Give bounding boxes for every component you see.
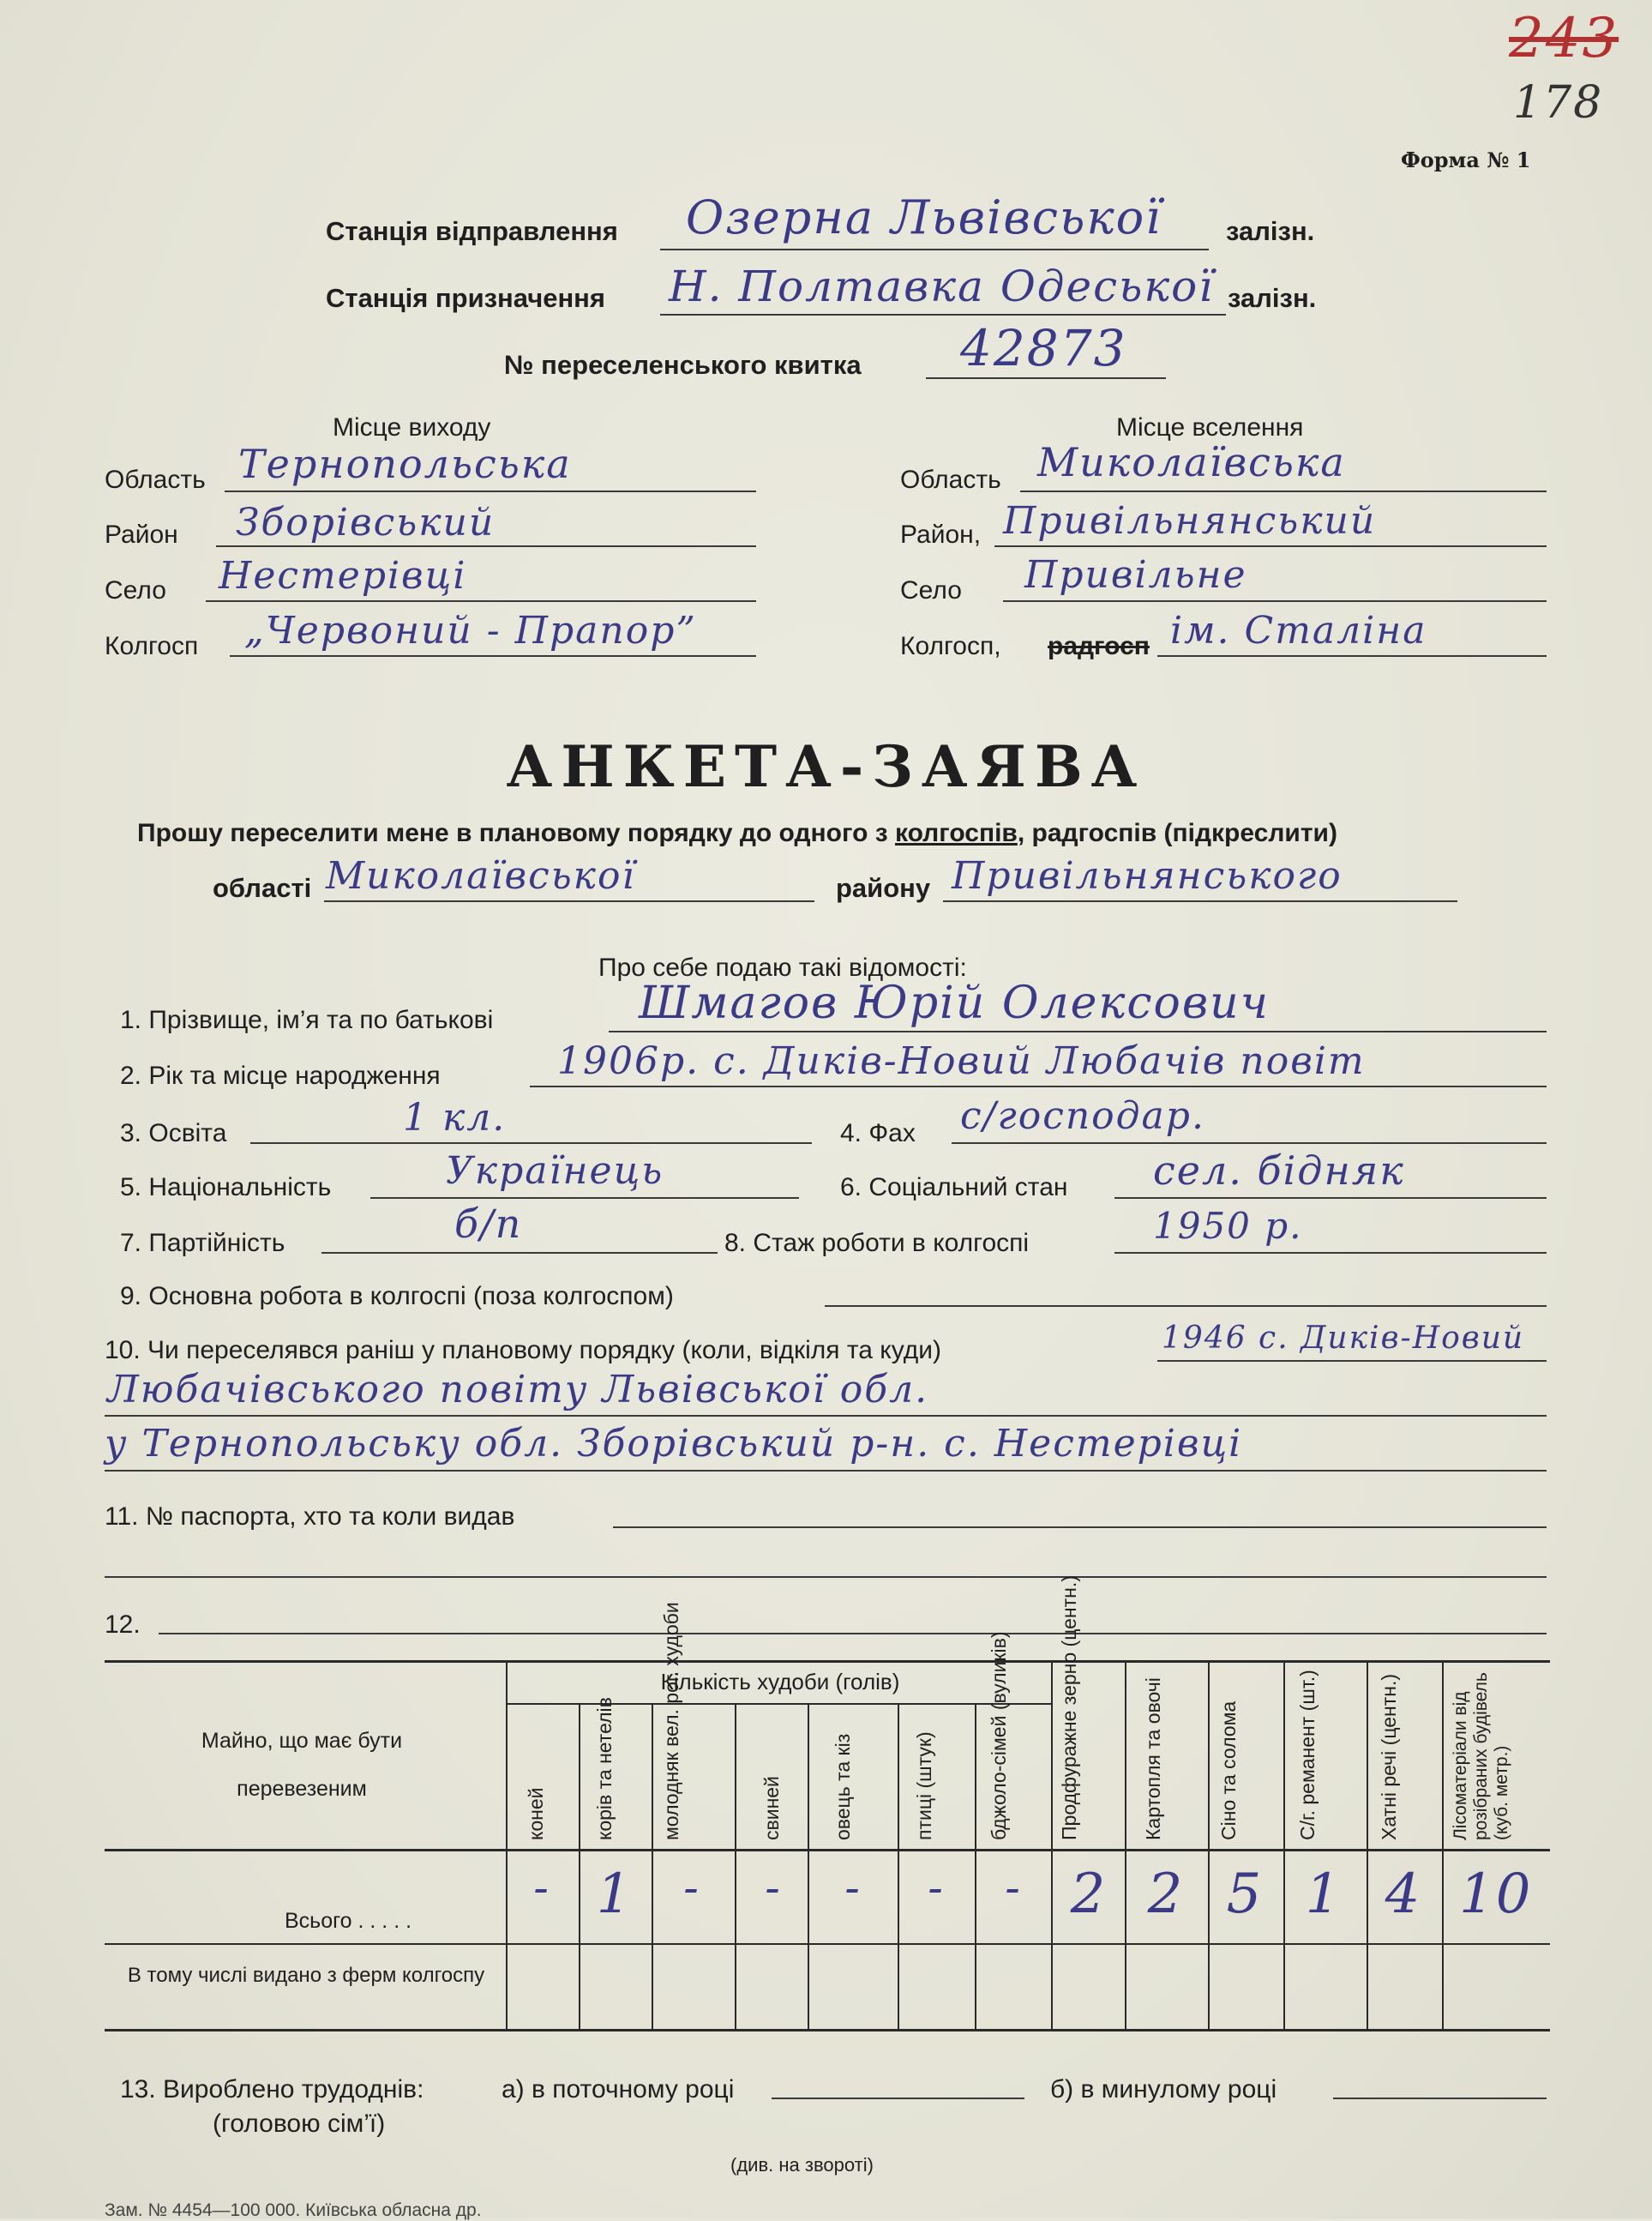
col-poultry: птиці (штук)	[913, 1731, 935, 1840]
settlement-raion-label: Район,	[900, 521, 982, 549]
destination-station-value: Н. Полтавка Одеської	[669, 262, 1215, 311]
field-9-line	[825, 1305, 1547, 1307]
origin-title: Місце виходу	[333, 413, 491, 442]
col-sep	[1125, 1660, 1126, 2029]
request-oblast-value: Миколаївської	[326, 854, 636, 898]
field-10-line-c	[105, 1470, 1547, 1472]
field-12-line	[159, 1633, 1547, 1634]
field-10-line-a	[1157, 1360, 1547, 1362]
col-bees: бджоло-сімей (вуликів)	[988, 1631, 1010, 1840]
request-raion-value: Привільнянського	[952, 854, 1343, 898]
origin-oblast-line	[225, 491, 756, 492]
ticket-number-label: № переселенського квитка	[504, 350, 862, 380]
origin-raion-label: Район	[105, 521, 178, 549]
total-potatoes: 2	[1147, 1863, 1185, 1926]
total-cows: 1	[596, 1863, 634, 1926]
total-label	[285, 1909, 411, 1934]
request-oblast-label: області	[213, 873, 312, 903]
field-7-value: б/п	[454, 1201, 523, 1247]
col-sep	[735, 1703, 736, 2029]
origin-kolhosp-line	[230, 655, 756, 657]
col-sep	[506, 1660, 508, 2029]
col-household: Хатні речі (центн.)	[1378, 1673, 1400, 1840]
col-tools: С/г. реманент (шт.)	[1296, 1670, 1319, 1840]
cattle-header-border	[508, 1703, 1053, 1705]
col-grain: Продфуражне зерно (центн.)	[1058, 1575, 1080, 1840]
total-label-text: Всього	[285, 1909, 352, 1933]
total-label-dots: . . . . .	[351, 1909, 412, 1933]
total-grain: 2	[1070, 1863, 1108, 1926]
field-3-value: 1 кл.	[403, 1096, 507, 1140]
settlement-selo-value: Привільне	[1024, 553, 1247, 597]
field-10-label: 10. Чи переселявся раніш у плановому порядку (коли, відкіля та куди)	[105, 1336, 942, 1364]
settlement-kolhosp-value: ім. Сталіна	[1170, 609, 1427, 653]
field-1-line	[609, 1031, 1547, 1032]
origin-kolhosp-label: Колгосп	[105, 632, 199, 660]
col-horses: коней	[525, 1787, 547, 1840]
field-13-a-line	[772, 2098, 1024, 2099]
col-sep	[652, 1703, 653, 2029]
field-2-label: 2. Рік та місце народження	[120, 1062, 441, 1090]
table-bottom-border	[105, 2029, 1550, 2031]
form-title: АНКЕТА-ЗАЯВА	[506, 733, 1146, 800]
request-underlined: колгоспів	[894, 819, 1018, 847]
field-10-value-1: 1946 с. Диків-Новий	[1162, 1321, 1525, 1356]
col-cows: корів та нетелів	[593, 1697, 616, 1840]
departure-station-label: Станція відправлення	[326, 216, 618, 246]
field-5-line	[370, 1197, 799, 1199]
total-tools: 1	[1305, 1863, 1343, 1926]
origin-oblast-value: Тернопольська	[238, 441, 572, 487]
field-8-line	[1114, 1252, 1547, 1254]
field-9-label: 9. Основна робота в колгоспі (поза колгоспом)	[120, 1282, 674, 1310]
total-pigs: -	[765, 1863, 782, 1914]
destination-station-suffix: залізн.	[1228, 283, 1317, 313]
field-11-line-a	[613, 1526, 1547, 1528]
field-6-value: сел. бідняк	[1153, 1147, 1405, 1194]
total-timber: 10	[1459, 1863, 1533, 1926]
col-sep	[1442, 1660, 1444, 2029]
total-sheep: -	[844, 1863, 862, 1914]
settlement-selo-label: Село	[900, 576, 962, 605]
request-text-a: Прошу переселити мене в плановому порядку до одного з	[137, 819, 895, 847]
col-sep	[1051, 1660, 1053, 2029]
table-top-border	[105, 1660, 1550, 1663]
field-6-label: 6. Соціальний стан	[840, 1173, 1068, 1201]
origin-raion-value: Зборівський	[236, 501, 496, 545]
field-5-label: 5. Національність	[120, 1173, 332, 1201]
destination-station-line	[660, 314, 1226, 316]
field-10-value-2: Любачівського повіту Львівської обл.	[107, 1368, 929, 1411]
cattle-header: Кількість худоби (голів)	[660, 1669, 900, 1694]
settlement-oblast-value: Миколаївська	[1037, 439, 1346, 485]
request-raion-label: району	[836, 873, 931, 903]
field-13-b-label: б) в минулому році	[1050, 2075, 1277, 2104]
request-text-b: , радгоспів (підкреслити)	[1017, 819, 1337, 847]
departure-station-line	[660, 249, 1209, 250]
origin-selo-label: Село	[105, 576, 166, 605]
settlement-kolhosp-label: Колгосп,	[900, 632, 1001, 660]
field-13-b-line	[1333, 2098, 1547, 2099]
property-header: Майно, що має бути перевезеним	[201, 1729, 403, 1801]
field-12-label: 12.	[105, 1610, 141, 1639]
col-sep	[808, 1703, 809, 2029]
origin-selo-value: Нестерівці	[219, 554, 467, 598]
settlement-raion-line	[994, 545, 1547, 547]
settlement-selo-line	[1003, 600, 1547, 602]
request-oblast-line	[324, 900, 814, 902]
col-sheep: овець та кіз	[832, 1733, 854, 1840]
field-5-value: Українець	[446, 1149, 664, 1193]
property-table	[105, 1575, 1550, 2032]
field-4-line	[952, 1142, 1547, 1144]
field-1-value: Шмагов Юрій Олексович	[639, 978, 1270, 1029]
settlement-oblast-label: Область	[900, 466, 1001, 494]
origin-selo-line	[206, 600, 756, 602]
field-3-line	[250, 1142, 812, 1144]
col-potatoes: Картопля та овочі	[1142, 1677, 1164, 1840]
origin-oblast-label: Область	[105, 466, 206, 494]
table-row-border	[105, 1943, 1550, 1945]
departure-station-value: Озерна Львівської	[686, 190, 1162, 244]
col-sep	[898, 1703, 899, 2029]
form-number: Форма № 1	[1401, 147, 1531, 172]
field-7-label: 7. Партійність	[120, 1229, 285, 1257]
field-13-sub: (головою сім’ї)	[213, 2110, 386, 2138]
origin-raion-line	[216, 545, 756, 547]
total-poultry: -	[928, 1863, 945, 1914]
settlement-raion-value: Привільнянський	[1003, 499, 1377, 543]
print-note: Зам. № 4454—100 000. Київська обласна др.	[105, 2200, 482, 2220]
settlement-title: Місце вселення	[1116, 413, 1304, 442]
total-horses: -	[533, 1863, 550, 1914]
settlement-oblast-line	[1020, 491, 1547, 492]
col-sep	[1367, 1660, 1368, 2029]
total-hay: 5	[1226, 1863, 1264, 1926]
col-sep	[975, 1703, 976, 2029]
total-young-cattle: -	[683, 1863, 700, 1914]
field-11-label: 11. № паспорта, хто та коли видав	[105, 1502, 515, 1531]
settlement-kolhosp-line	[1157, 655, 1547, 657]
total-bees: -	[1005, 1863, 1022, 1914]
request-raion-line	[943, 900, 1457, 902]
field-8-value: 1950 р.	[1153, 1205, 1303, 1247]
col-sep	[1208, 1660, 1210, 2029]
footer-note: (див. на звороті)	[730, 2154, 874, 2176]
field-8-label: 8. Стаж роботи в колгоспі	[724, 1229, 1030, 1257]
field-11-line-b	[105, 1576, 1547, 1578]
col-young-cattle: молодняк вел. рог. худоби	[660, 1602, 682, 1840]
col-pigs: свиней	[760, 1776, 783, 1840]
field-7-line	[321, 1252, 718, 1254]
field-10-value-3: у Тернопольську обл. Зборівський р-н. с. Нестерівці	[105, 1422, 1243, 1466]
field-13-label: 13. Вироблено трудоднів:	[120, 2075, 424, 2104]
farm-label: В тому числі видано з ферм колгоспу	[127, 1964, 485, 1987]
settlement-radhosp-struck: радгосп	[1048, 632, 1150, 660]
request-line	[137, 819, 1337, 848]
field-1-label: 1. Прізвище, ім’я та по батькові	[120, 1006, 494, 1034]
field-4-label: 4. Фах	[840, 1119, 916, 1147]
intro-text: Про себе подаю такі відомості:	[598, 954, 967, 982]
table-header-border	[105, 1849, 1550, 1851]
field-3-label: 3. Освіта	[120, 1119, 227, 1147]
destination-station-label: Станція призначення	[326, 283, 605, 313]
origin-kolhosp-value: „Червоний - Прапор”	[244, 609, 697, 653]
archive-number-crossed: 243	[1509, 7, 1619, 70]
field-10-line-b	[105, 1415, 1547, 1417]
ticket-number-value: 42873	[960, 319, 1127, 377]
ticket-number-line	[926, 377, 1166, 379]
field-2-line	[530, 1086, 1547, 1087]
field-6-line	[1114, 1197, 1547, 1199]
col-sep	[1283, 1660, 1285, 2029]
field-4-value: с/господар.	[960, 1094, 1205, 1138]
col-hay: Сіно та солома	[1217, 1700, 1240, 1840]
field-2-value: 1906р. с. Диків-Новий Любачів повіт	[557, 1039, 1366, 1083]
archive-number: 178	[1513, 77, 1604, 129]
departure-station-suffix: залізн.	[1226, 216, 1315, 246]
col-timber: Лісоматеріали від розібраних будівель (куб. метр.)	[1451, 1672, 1511, 1840]
total-household: 4	[1385, 1863, 1422, 1926]
field-13-a-label: а) в поточному році	[502, 2075, 735, 2104]
